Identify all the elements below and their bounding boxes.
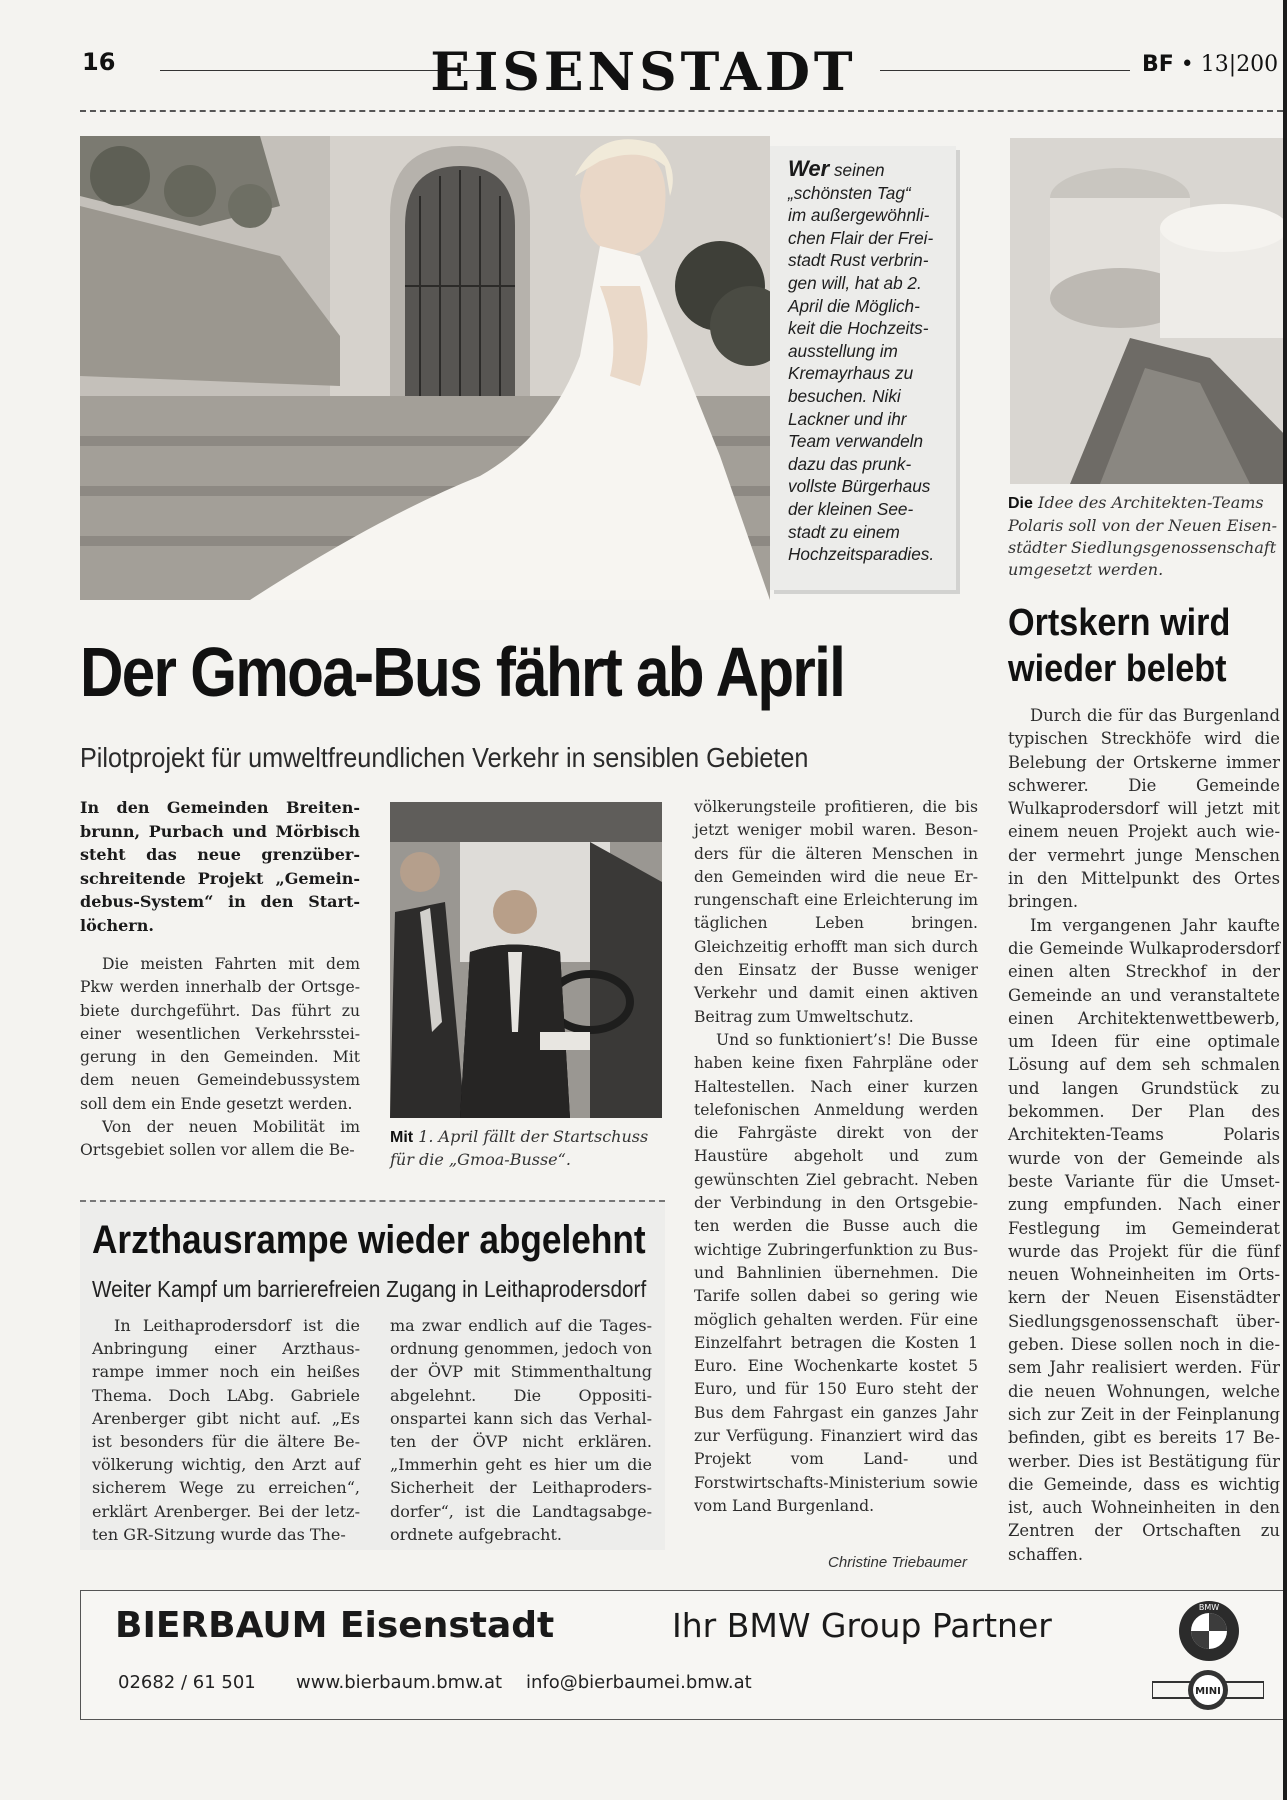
- wedding-photo: [80, 136, 770, 600]
- wedding-caption-line: Hochzeitsparadies.: [788, 544, 935, 565]
- wedding-caption-line: stadt zu einem: [788, 521, 900, 542]
- ortskern-headline-line-1: Ortskern wird: [1008, 602, 1231, 644]
- wedding-caption-line: Lackner und ihr: [788, 408, 907, 429]
- main-article-paragraph: Und so funktioniert’s! Die Busse haben keine fixen Fahrpläne oder Haltestellen. Nach einer kurzen telefonischen Anmeldung werden die Fahrgäste direkt von der Haustüre abgeholt und zum gewünschten Ziel gebracht. Neben der Verbindung in den Ortsgebieten werden die Busse auch die wichtige Zubringerfunktion zu Bus- und Bahnlinien übernehmen. Die Tarife sollen dabei so gering wie möglich gehalten werden. Für eine Einzelfahrt betragen die Kosten 1 Euro. Eine Wochenkarte kostet 5 Euro, und für 150 Euro steht der Bus dem Fahrgast ein ganzes Jahr zur Verfügung. Finanziert wird das Projekt vom Land- und Forstwirtschafts-Ministerium sowie vom Land Burgenland.: [694, 1030, 978, 1515]
- bus-photo-illustration: [390, 802, 662, 1118]
- arzthaus-headline: Arzthausrampe wieder abgelehnt: [92, 1218, 646, 1262]
- arzthaus-column-1: [92, 1314, 360, 1546]
- page-number: 16: [82, 48, 116, 76]
- issue-separator: •: [1180, 52, 1194, 77]
- ortskern-paragraph: Durch die für das Burgenland typischen Streckhöfe wird die Belebung der Ortskerne immer schwerer. Die Gemeinde Wulkaprodersdorf will jetzt mit einem neuen Projekt auch wieder vermehrt junge Menschen in den Mittelpunkt des Ortes bringen.: [1008, 706, 1280, 912]
- main-article-paragraph: Die meisten Fahrten mit dem Pkw werden innerhalb der Ortsgebiete durchgeführt. Das führt zu einer wesentlichen Verkehrssteigerung in den Gemeinden. Mit dem neuen Gemeindebussystem soll dem ein Ende gesetzt werden.: [80, 955, 360, 1113]
- bmw-logo-text: BMW: [1198, 1603, 1220, 1612]
- main-subheadline: Pilotprojekt für umweltfreundlichen Verkehr in sensiblen Gebieten: [80, 742, 809, 773]
- architecture-caption-text: Idee des Architekten-Teams Polaris soll von der Neuen Eisenstädter Siedlungsgenossenschaft umgesetzt werden.: [1008, 493, 1277, 579]
- bmw-logo-icon: [1178, 1600, 1240, 1662]
- main-article-column-1: [80, 796, 360, 1163]
- ad-company-name: BIERBAUM Eisenstadt: [115, 1605, 555, 1646]
- wedding-caption-line: April die Möglich-: [788, 295, 920, 316]
- wedding-caption-line: dazu das prunk-: [788, 453, 912, 474]
- main-article-paragraph: Von der neuen Mobilität im Ortsgebiet sollen vor allem die Be-: [80, 1118, 360, 1160]
- wedding-caption-line: vollste Bürgerhaus: [788, 476, 931, 497]
- issue-info: [1142, 52, 1278, 77]
- ad-tagline: Ihr BMW Group Partner: [672, 1606, 1052, 1645]
- arzthaus-subheadline: Weiter Kampf um barrierefreien Zugang in Leithaprodersdorf: [92, 1276, 647, 1302]
- wedding-caption-line: Team verwandeln: [788, 431, 924, 452]
- arzthaus-paragraph: In Leithaprodersdorf ist die Anbringung einer Arzthausrampe immer noch ein heißes Thema. Doch LAbg. Gabriele Arenberger gibt nicht auf. „Es ist besonders für die ältere Bevölkerung wichtig, den Arzt auf sicherem Wege zu erreichen“, erklärt Arenberger. Bei der letzten GR-Sitzung wurde das The-: [92, 1316, 360, 1544]
- wedding-caption-line: der kleinen See-: [788, 498, 914, 519]
- wedding-caption-line: gen will, hat ab 2.: [788, 272, 922, 293]
- mini-logo-icon: [1152, 1668, 1264, 1712]
- wedding-caption-line: „schönsten Tag“: [788, 182, 911, 203]
- main-article-paragraph: völkerungsteile profitieren, die bis jetzt weniger mobil waren. Besonders für die älteren Menschen in den Gemeinden wird die neue Errungenschaft eine Erleichterung im täglichen Leben bringen. Gleichzeitig erhofft man sich durch den Einsatz der Busse weniger Verkehr und damit einen aktiven Beitrag zum Umweltschutz.: [694, 798, 978, 1026]
- page-edge: [1283, 0, 1287, 1800]
- issue-number: 13|200: [1200, 52, 1279, 77]
- mini-logo-text: MINI: [1195, 1686, 1221, 1697]
- main-article-intro: In den Gemeinden Breitenbrunn, Purbach und Mörbisch steht das neue grenzüberschreitende Projekt „Gemeindebus-System“ in den Startlöchern.: [80, 798, 360, 935]
- ad-website[interactable]: www.bierbaum.bmw.at: [296, 1672, 503, 1693]
- wedding-caption-line: ausstellung im: [788, 340, 898, 361]
- ortskern-headline-line-2: wieder belebt: [1008, 648, 1227, 690]
- author-byline: Christine Triebaumer: [828, 1554, 967, 1571]
- bus-caption-text: 1. April fällt der Startschuss für die „Gmoa-Busse“.: [390, 1127, 649, 1169]
- wedding-caption-line: chen Flair der Frei-: [788, 227, 934, 248]
- publication-name: BF: [1142, 52, 1174, 77]
- bus-caption-lead: Mit: [390, 1129, 414, 1146]
- ad-email[interactable]: info@bierbaumei.bmw.at: [526, 1672, 752, 1693]
- main-article-column-3: [694, 796, 978, 1518]
- architecture-model-illustration: [1010, 138, 1287, 484]
- bus-photo-caption: [390, 1126, 670, 1171]
- bus-photo: [390, 802, 662, 1118]
- wedding-caption-line: Kremayrhaus zu: [788, 363, 914, 384]
- ortskern-paragraph: Im vergangenen Jahr kaufte die Gemeinde Wulkaprodersdorf einen alten Streckhof in der Gemeinde an und veranstaltete einen Architektenwettbewerb, um Ideen für eine optimale Lösung auf dem seh schmalen und langen Grundstück zu bekommen. Der Plan des Architekten-Teams Polaris wurde von der Gemeinde als beste Variante für die Umsetzung empfunden. Nach einer Festlegung im Gemeinderat wurde das Projekt für die fünf neuen Wohneinheiten im Ortskern der Neuen Eisenstädter Siedlungsgenossenschaft übergeben. Diese sollen noch in diesem Jahr realisiert werden. Für die neuen Wohnungen, welche sich zur Zeit in der Feinplanung befinden, gibt es bereits 17 Bewerber. Dies ist Bestätigung für die Gemeinde, dass es wichtig ist, auch Wohneinheiten in den Zentren der Ortschaften zu schaffen.: [1008, 915, 1280, 1564]
- architecture-caption-lead: Die: [1008, 495, 1033, 512]
- architecture-photo-caption: [1008, 492, 1280, 581]
- arzthaus-paragraph: ma zwar endlich auf die Tagesordnung genommen, jedoch von der ÖVP mit Stimmenthaltung abgelehnt. Die Oppositionspartei kann sich das Verhalten der ÖVP nicht erklären. „Immerhin geht es hier um die Sicherheit der Leithaprodersdorfer“, ist die Landtagsabgeordnete aufgebracht.: [390, 1316, 652, 1544]
- header-dashed-divider: [80, 110, 1283, 112]
- ortskern-headline: [1008, 600, 1256, 692]
- wedding-caption-lead: Wer: [788, 156, 830, 181]
- wedding-photo-illustration: [80, 136, 770, 600]
- arzthaus-box-divider: [80, 1200, 665, 1202]
- wedding-caption-line: stadt Rust verbrin-: [788, 250, 929, 271]
- architecture-model-photo: [1010, 138, 1287, 484]
- wedding-caption-text: [788, 158, 946, 566]
- ortskern-column: [1008, 704, 1280, 1566]
- wedding-caption-box: [770, 146, 956, 590]
- ad-phone: 02682 / 61 501: [118, 1672, 256, 1693]
- wedding-caption-line: im außergewöhnli-: [788, 205, 930, 226]
- wedding-caption-line: besuchen. Niki: [788, 385, 901, 406]
- arzthaus-column-2: [390, 1314, 652, 1546]
- section-title: EISENSTADT: [430, 42, 857, 103]
- main-headline: Der Gmoa-Bus fährt ab April: [80, 633, 845, 711]
- header-rule-right: [880, 70, 1130, 71]
- wedding-caption-line: keit die Hochzeits-: [788, 318, 929, 339]
- wedding-caption-line-1: Wer seinen: [788, 156, 885, 181]
